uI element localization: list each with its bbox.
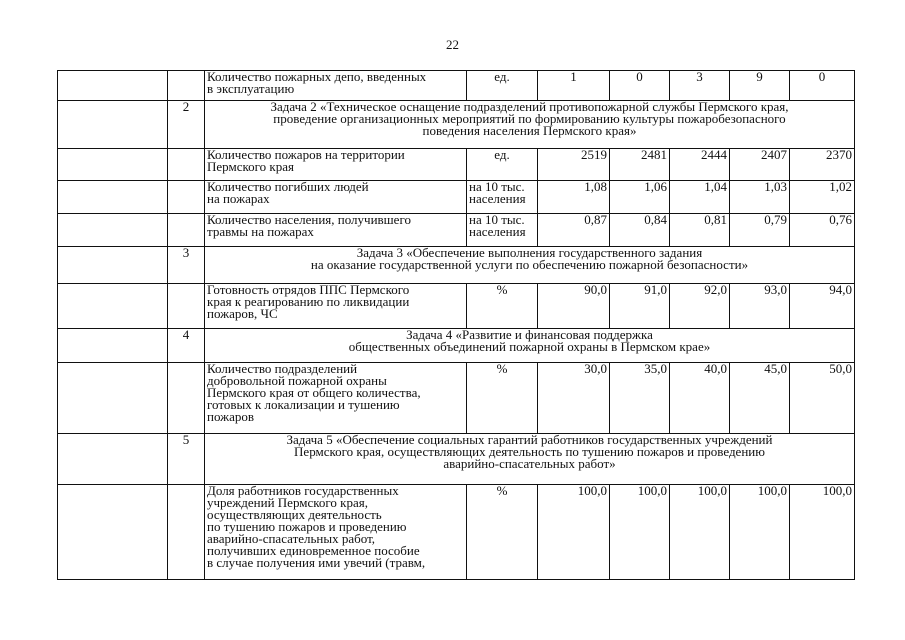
indicator-value: 30,0	[538, 363, 610, 434]
task-title	[205, 434, 855, 485]
indicator-name-line: Количество пожарных депо, введенных	[207, 70, 427, 84]
indicators-table	[57, 70, 855, 580]
indicator-unit	[467, 363, 538, 434]
indicator-value: 100,0	[538, 485, 610, 580]
indicator-name	[205, 214, 467, 247]
indicator-value: 92,0	[670, 284, 730, 329]
task-number: 5	[168, 434, 205, 485]
indicator-value: 1	[538, 71, 610, 101]
indicator-name	[205, 181, 467, 214]
indicator-value: 2370	[790, 149, 855, 181]
indicator-unit-line: %	[496, 283, 508, 297]
indicator-name-line: учреждений Пермского края,	[207, 495, 368, 510]
indicator-name	[205, 71, 467, 101]
indicator-name-line: добровольной пожарной охраны	[207, 373, 387, 388]
indicator-value: 2481	[610, 149, 670, 181]
indicator-name-line: Количество подразделений	[207, 362, 358, 376]
row-number	[168, 149, 205, 181]
blank-cell	[58, 284, 168, 329]
row-number	[168, 71, 205, 101]
blank-cell	[58, 181, 168, 214]
task-title-line: проведение организационных мероприятий по формированию культуры пожаробезопасного	[273, 111, 786, 126]
indicator-value: 91,0	[610, 284, 670, 329]
blank-cell	[58, 363, 168, 434]
task-title-line: Задача 4 «Развитие и финансовая поддержка	[406, 328, 653, 342]
indicator-name-line: Пермского края от общего количества,	[207, 385, 421, 400]
task-title-line: на оказание государственной услуги по обеспечению пожарной безопасности»	[310, 257, 749, 272]
indicator-name-line: получивших единовременное пособие	[207, 543, 420, 558]
indicator-row	[58, 181, 855, 214]
indicator-name-line: в эксплуатацию	[207, 81, 295, 96]
task-number: 2	[168, 101, 205, 149]
indicator-value: 94,0	[790, 284, 855, 329]
task-title	[205, 329, 855, 363]
indicator-value: 35,0	[610, 363, 670, 434]
task-title-line: аварийно-спасательных работ»	[443, 456, 616, 471]
indicator-unit-line: населения	[469, 224, 526, 239]
indicator-value: 100,0	[610, 485, 670, 580]
indicator-name-line: пожаров, ЧС	[207, 306, 278, 321]
indicator-name-line: края к реагированию по ликвидации	[207, 294, 410, 309]
indicator-value: 0,87	[538, 214, 610, 247]
indicator-value: 0	[790, 71, 855, 101]
task-row	[58, 247, 855, 284]
task-title	[205, 247, 855, 284]
task-title-line: Задача 2 «Техническое оснащение подразделений противопожарной службы Пермского края,	[270, 100, 789, 114]
indicator-name-line: в случае получения ими увечий (травм,	[207, 555, 426, 570]
task-title-line: Пермского края, осуществляющих деятельность по тушению пожаров и проведению	[294, 444, 765, 459]
indicator-unit	[467, 71, 538, 101]
indicator-value: 90,0	[538, 284, 610, 329]
indicator-name-line: Количество погибших людей	[207, 180, 369, 194]
indicator-unit	[467, 149, 538, 181]
indicator-value: 0	[610, 71, 670, 101]
indicator-name-line: пожаров	[207, 409, 255, 424]
indicator-name-line: аварийно-спасательных работ,	[207, 531, 376, 546]
page-number: 22	[446, 37, 459, 52]
task-number: 3	[168, 247, 205, 284]
indicator-name-line: Доля работников государственных	[207, 484, 399, 498]
row-number	[168, 284, 205, 329]
task-title	[205, 101, 855, 149]
task-row	[58, 329, 855, 363]
indicator-value: 45,0	[730, 363, 790, 434]
indicator-name-line: травмы на пожарах	[207, 224, 314, 239]
indicator-unit-line: на 10 тыс.	[469, 180, 525, 194]
indicator-unit-line: на 10 тыс.	[469, 213, 525, 227]
indicator-value: 1,04	[670, 181, 730, 214]
task-title-line: общественных объединений пожарной охраны в Пермском крае»	[348, 339, 711, 354]
indicator-value: 100,0	[670, 485, 730, 580]
indicator-value: 40,0	[670, 363, 730, 434]
indicator-value: 2519	[538, 149, 610, 181]
indicator-unit	[467, 485, 538, 580]
indicator-value: 100,0	[790, 485, 855, 580]
blank-cell	[58, 434, 168, 485]
indicator-row	[58, 71, 855, 101]
task-title-line: Задача 3 «Обеспечение выполнения государственного задания	[356, 246, 703, 260]
row-number	[168, 363, 205, 434]
indicator-name-line: осуществляющих деятельность	[207, 507, 382, 522]
task-row	[58, 434, 855, 485]
indicator-name	[205, 149, 467, 181]
indicator-unit-line: ед.	[494, 70, 510, 84]
task-row	[58, 101, 855, 149]
task-title-line: Задача 5 «Обеспечение социальных гарантий работников государственных учреждений	[286, 433, 773, 447]
indicator-value: 100,0	[730, 485, 790, 580]
indicator-value: 0,84	[610, 214, 670, 247]
indicator-name	[205, 485, 467, 580]
table-body	[58, 71, 855, 580]
indicator-value: 1,08	[538, 181, 610, 214]
indicator-unit-line: %	[496, 362, 508, 376]
indicator-unit-line: населения	[469, 191, 526, 206]
indicator-row	[58, 363, 855, 434]
row-number	[168, 485, 205, 580]
indicator-unit	[467, 181, 538, 214]
indicator-value: 1,02	[790, 181, 855, 214]
indicator-value: 50,0	[790, 363, 855, 434]
indicator-name-line: по тушению пожаров и проведению	[207, 519, 407, 534]
indicator-value: 0,76	[790, 214, 855, 247]
blank-cell	[58, 149, 168, 181]
indicator-name-line: на пожарах	[207, 191, 270, 206]
indicator-unit-line: %	[496, 484, 508, 498]
blank-cell	[58, 101, 168, 149]
blank-cell	[58, 71, 168, 101]
indicator-value: 2444	[670, 149, 730, 181]
task-title-line: поведения населения Пермского края»	[422, 123, 637, 138]
indicator-value: 1,06	[610, 181, 670, 214]
indicator-row	[58, 485, 855, 580]
row-number	[168, 181, 205, 214]
row-number	[168, 214, 205, 247]
indicator-name-line: готовых к локализации и тушению	[207, 397, 400, 412]
indicator-name	[205, 363, 467, 434]
indicator-name-line: Количество пожаров на территории	[207, 148, 405, 162]
indicator-name-line: Пермского края	[207, 159, 294, 174]
indicator-value: 9	[730, 71, 790, 101]
indicator-name-line: Готовность отрядов ППС Пермского	[207, 283, 410, 297]
indicator-value: 2407	[730, 149, 790, 181]
indicator-value: 0,81	[670, 214, 730, 247]
indicator-unit-line: ед.	[494, 148, 510, 162]
indicator-row	[58, 284, 855, 329]
indicator-unit	[467, 284, 538, 329]
indicator-value: 0,79	[730, 214, 790, 247]
indicator-row	[58, 149, 855, 181]
indicator-unit	[467, 214, 538, 247]
indicator-value: 93,0	[730, 284, 790, 329]
task-number: 4	[168, 329, 205, 363]
indicator-name-line: Количество населения, получившего	[207, 213, 411, 227]
blank-cell	[58, 485, 168, 580]
indicator-value: 3	[670, 71, 730, 101]
indicator-row	[58, 214, 855, 247]
blank-cell	[58, 214, 168, 247]
indicator-name	[205, 284, 467, 329]
blank-cell	[58, 247, 168, 284]
blank-cell	[58, 329, 168, 363]
indicator-value: 1,03	[730, 181, 790, 214]
